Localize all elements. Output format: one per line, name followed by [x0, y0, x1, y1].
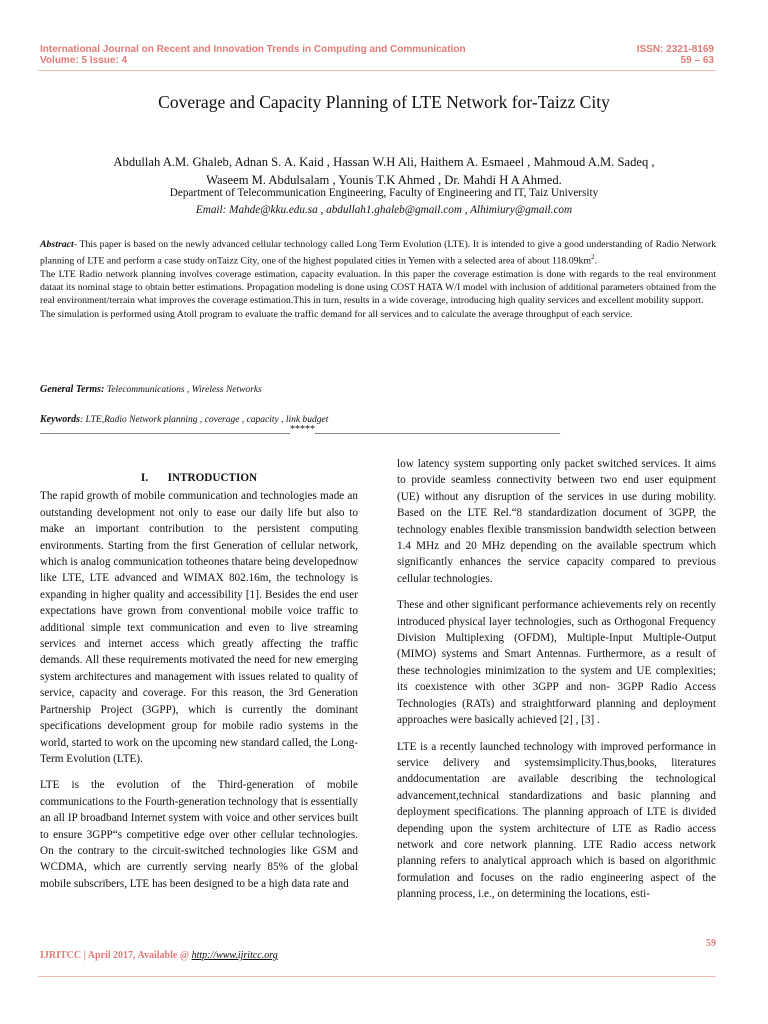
abstract-paragraph-2: The LTE Radio network planning involves coverage estimation, capacity evaluation. In this paper the coverage estimation is done with regards to the real environment dataat its nominal stage to obtain better estimations. Propagation modeling is done using COST HATA W/I model with inclusion of additional parameters obtained from the real environment/terrain what improves the coverage estimation.This in turn, results in a wide coverage, introducing high quality services and excellent mobility support. [40, 268, 716, 307]
issn: ISSN: 2321-8169 [636, 44, 714, 55]
general-terms: General Terms: Telecommunications , Wireless Networks [40, 384, 262, 395]
right-column [397, 456, 716, 913]
section-heading: I. INTRODUCTION [140, 472, 258, 484]
department: Department of Telecommunication Engineering, Faculty of Engineering and IT, Taiz University [169, 187, 599, 199]
intro-paragraph-1: The rapid growth of mobile communication and technologies made an outstanding development not only to ease our daily life but also to make an important contribution to the persistent computing environments. Starting from the first Generation of cellular network, which is analog communication totheones thatare being developednow like LTE, LTE advanced and WIMAX 802.16m, the technology is expanding in higher quality and accessibility [1]. Besides the end user expectations have grown from conventional mobile voice traffic to additional simple text communication and even to live streaming services and internet access which greatly affecting the traffic demands. All these requirements motivated the need for new emerging system architectures and management with issues related to quality of service, capacity and coverage. For this reason, the 3rd Generation Partnership Project (3GPP), which is currently the dominant specifications development group for mobile radio systems in the world, started to work on the upcoming new standard called, the Long-Term Evolution (LTE). [40, 490, 358, 765]
abstract-paragraph-3: The simulation is performed using Atoll program to evaluate the traffic demand for all services and to calculate the average throughput of each service. [40, 308, 633, 320]
authors-line-1: Abdullah A.M. Ghaleb, Adnan S. A. Kaid , Hassan W.H Ali, Haithem A. Esmaeel , Mahmoud A.M. Sadeq , [113, 155, 655, 169]
page-number: 59 [706, 938, 716, 949]
email-line: Email: Mahde@kku.edu.sa , abdullah1.ghaleb@gmail.com , Alhimiury@gmail.com [195, 204, 573, 216]
header-rule [38, 70, 716, 71]
page-range: 59 – 63 [680, 55, 714, 66]
abstract-label: Abstract [40, 239, 74, 250]
authors [30, 153, 738, 189]
intro-paragraph-2: LTE is the evolution of the Third-generation of mobile communications to the Fourth-generation technology that is essentially an all IP broadband Internet system with voice and other services built to ensure 3GPP“s competitive edge over other cellular technologies. On the contrary to the circuit-switched technologies like GSM and WCDMA, which are currently serving nearly 85% of the global mobile subscribers, LTE has been designed to be a high data rate and [40, 779, 358, 890]
journal-name: International Journal on Recent and Innovation Trends in Computing and Communication [40, 44, 466, 55]
abstract-paragraph-1: Abstract- This paper is based on the newly advanced cellular technology called Long Term Evolution (LTE). It is intended to give a good understanding of Radio Network planning of LTE and perform a case study onTaizz City, one of the highest populated cities in Yemen with a selected area of about $118.09km^2$. [40, 239, 716, 267]
authors-line-2: Waseem M. Abdulsalam , Younis T.K Ahmed , Dr. Mahdi H A Ahmed. [206, 173, 562, 187]
footer-link[interactable]: http://www.ijritcc.org [191, 950, 278, 961]
abstract [40, 238, 716, 321]
keywords: Keywords: LTE,Radio Network planning , coverage , capacity , link budget [40, 414, 329, 425]
footer: IJRITCC | April 2017, Available @ http://www.ijritcc.org [40, 950, 278, 961]
separator-line: __________________________________________________*****_________________________________________________ [40, 424, 560, 435]
volume-issue: Volume: 5 Issue: 4 [40, 55, 128, 66]
paper-title: Coverage and Capacity Planning of LTE Network for-Taizz City [158, 92, 610, 112]
left-column [40, 470, 358, 902]
intro-paragraph-5: LTE is a recently launched technology with improved performance in service delivery and systemsimplicity.Thus,books, literatures anddocumentation are available describing the technological advancement,technical standardizations and basic planning and deployment specifications. The planning approach of LTE is divided depending upon the system architecture of LTE as Radio access network and core network planning. LTE Radio access network planning refers to analytical approach which is based on algorithmic formulation and focuses on the radio engineering aspect of the planning process, i.e., on determining the locations, esti- [397, 740, 716, 901]
footer-rule [38, 976, 716, 977]
intro-paragraph-3: low latency system supporting only packet switched services. It aims to provide seamless connectivity between two end user equipment (UE) without any disruption of the services in use during mobility. Based on the LTE Rel.“8 standardization document of 3GPP, the technology enables flexible transmission bandwidth selection between 1.4 MHz and 20 MHz depending on the available spectrum which significantly enhances the service capacity compared to previous cellular technologies. [397, 458, 716, 585]
intro-paragraph-4: These and other significant performance achievements rely on recently introduced physical layer technologies, such as Orthogonal Frequency Division Multiplexing (OFDM), Multiple-Input Multiple-Output (MIMO) systems and Smart Antennas. Furthermore, as a result of these technologies minimization to the system and UE complexities; its coexistence with other 3GPP and non- 3GPP Radio Access Technologies (RATs) and straightforward planning and deployment approaches were basically achieved [2] , [3] . [397, 599, 716, 727]
